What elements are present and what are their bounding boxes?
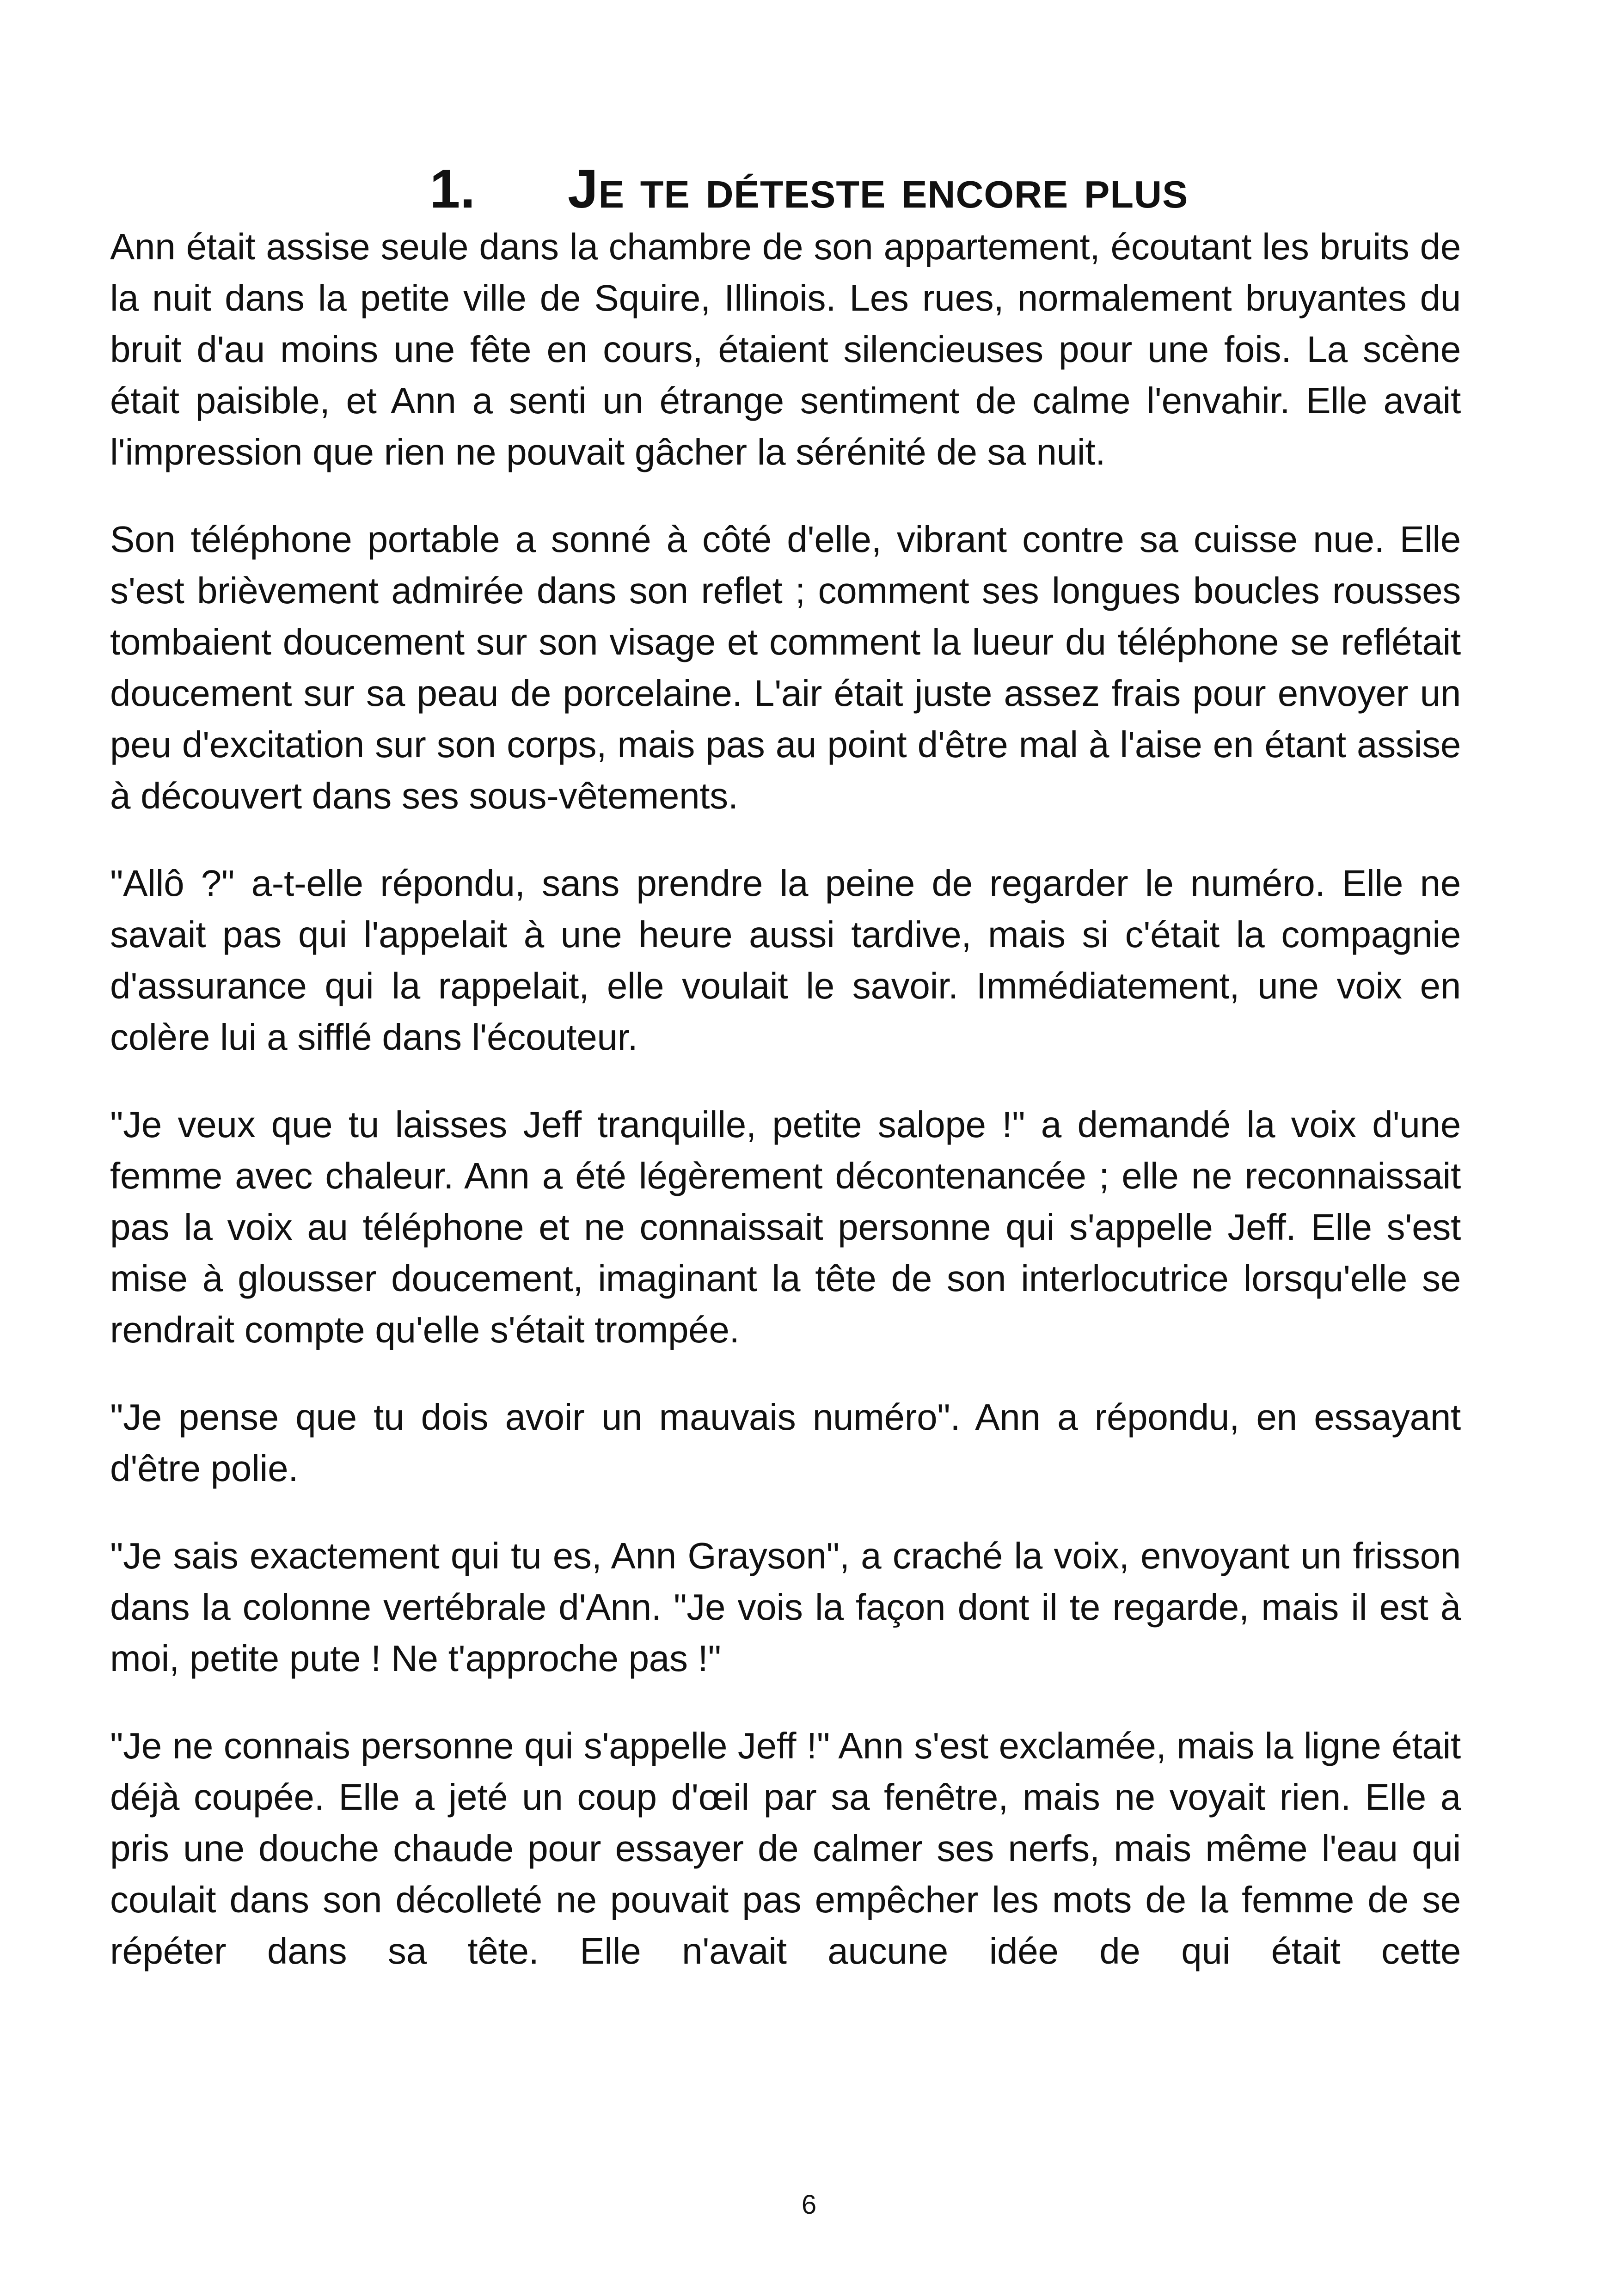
paragraph: "Je pense que tu dois avoir un mauvais numéro". Ann a répondu, en essayant d'être polie. — [110, 1396, 1461, 1489]
paragraph: "Allô ?" a-t-elle répondu, sans prendre la peine de regarder le numéro. Elle ne savait pas qui l'appelait à une heure aussi tardive, mais si c'était la compagnie d'assurance qui la rappelait, elle voulait le savoir. Immédiatement, une voix en colère lui a sifflé dans l'écouteur. — [110, 863, 1461, 1058]
page-number: 6 — [801, 2190, 817, 2220]
chapter-body — [110, 221, 1461, 1977]
paragraph: Ann était assise seule dans la chambre de son appartement, écoutant les bruits de la nuit dans la petite ville de Squire, Illinois. Les rues, normalement bruyantes du bruit d'au moins une fête en cours, étaient silencieuses pour une fois. La scène était paisible, et Ann a senti un étrange sentiment de calme l'envahir. Elle avait l'impression que rien ne pouvait gâcher la sérénité de sa nuit. — [110, 226, 1461, 472]
paragraph: Son téléphone portable a sonné à côté d'elle, vibrant contre sa cuisse nue. Elle s'est brièvement admirée dans son reflet ; comment ses longues boucles rousses tombaient doucement sur son visage et comment la lueur du téléphone se reflétait doucement sur sa peau de porcelaine. L'air était juste assez frais pour envoyer un peu d'excitation sur son corps, mais pas au point d'être mal à l'aise en étant assise à découvert dans ses sous-vêtements. — [110, 519, 1461, 816]
chapter-heading — [0, 152, 1618, 226]
paragraph: "Je ne connais personne qui s'appelle Jeff !" Ann s'est exclamée, mais la ligne était déjà coupée. Elle a jeté un coup d'œil par sa fenêtre, mais ne voyait rien. Elle a pris une douche chaude pour essayer de calmer ses nerfs, mais même l'eau qui coulait dans son décolleté ne pouvait pas empêcher les mots de la femme de se répéter dans sa tête. Elle n'avait aucune idée de qui était cette — [110, 1725, 1461, 1971]
chapter-title: Je te déteste encore plus — [567, 159, 1189, 220]
paragraph: "Je veux que tu laisses Jeff tranquille, petite salope !" a demandé la voix d'une femme avec chaleur. Ann a été légèrement décontenancée ; elle ne reconnaissait pas la voix au téléphone et ne connaissait personne qui s'appelle Jeff. Elle s'est mise à glousser doucement, imaginant la tête de son interlocutrice lorsqu'elle se rendrait compte qu'elle s'était trompée. — [110, 1104, 1461, 1350]
paragraph: "Je sais exactement qui tu es, Ann Grayson", a craché la voix, envoyant un frisson dans la colonne vertébrale d'Ann. "Je vois la façon dont il te regarde, mais il est à moi, petite pute ! Ne t'approche pas !" — [110, 1535, 1461, 1679]
chapter-number: 1. — [429, 159, 475, 220]
